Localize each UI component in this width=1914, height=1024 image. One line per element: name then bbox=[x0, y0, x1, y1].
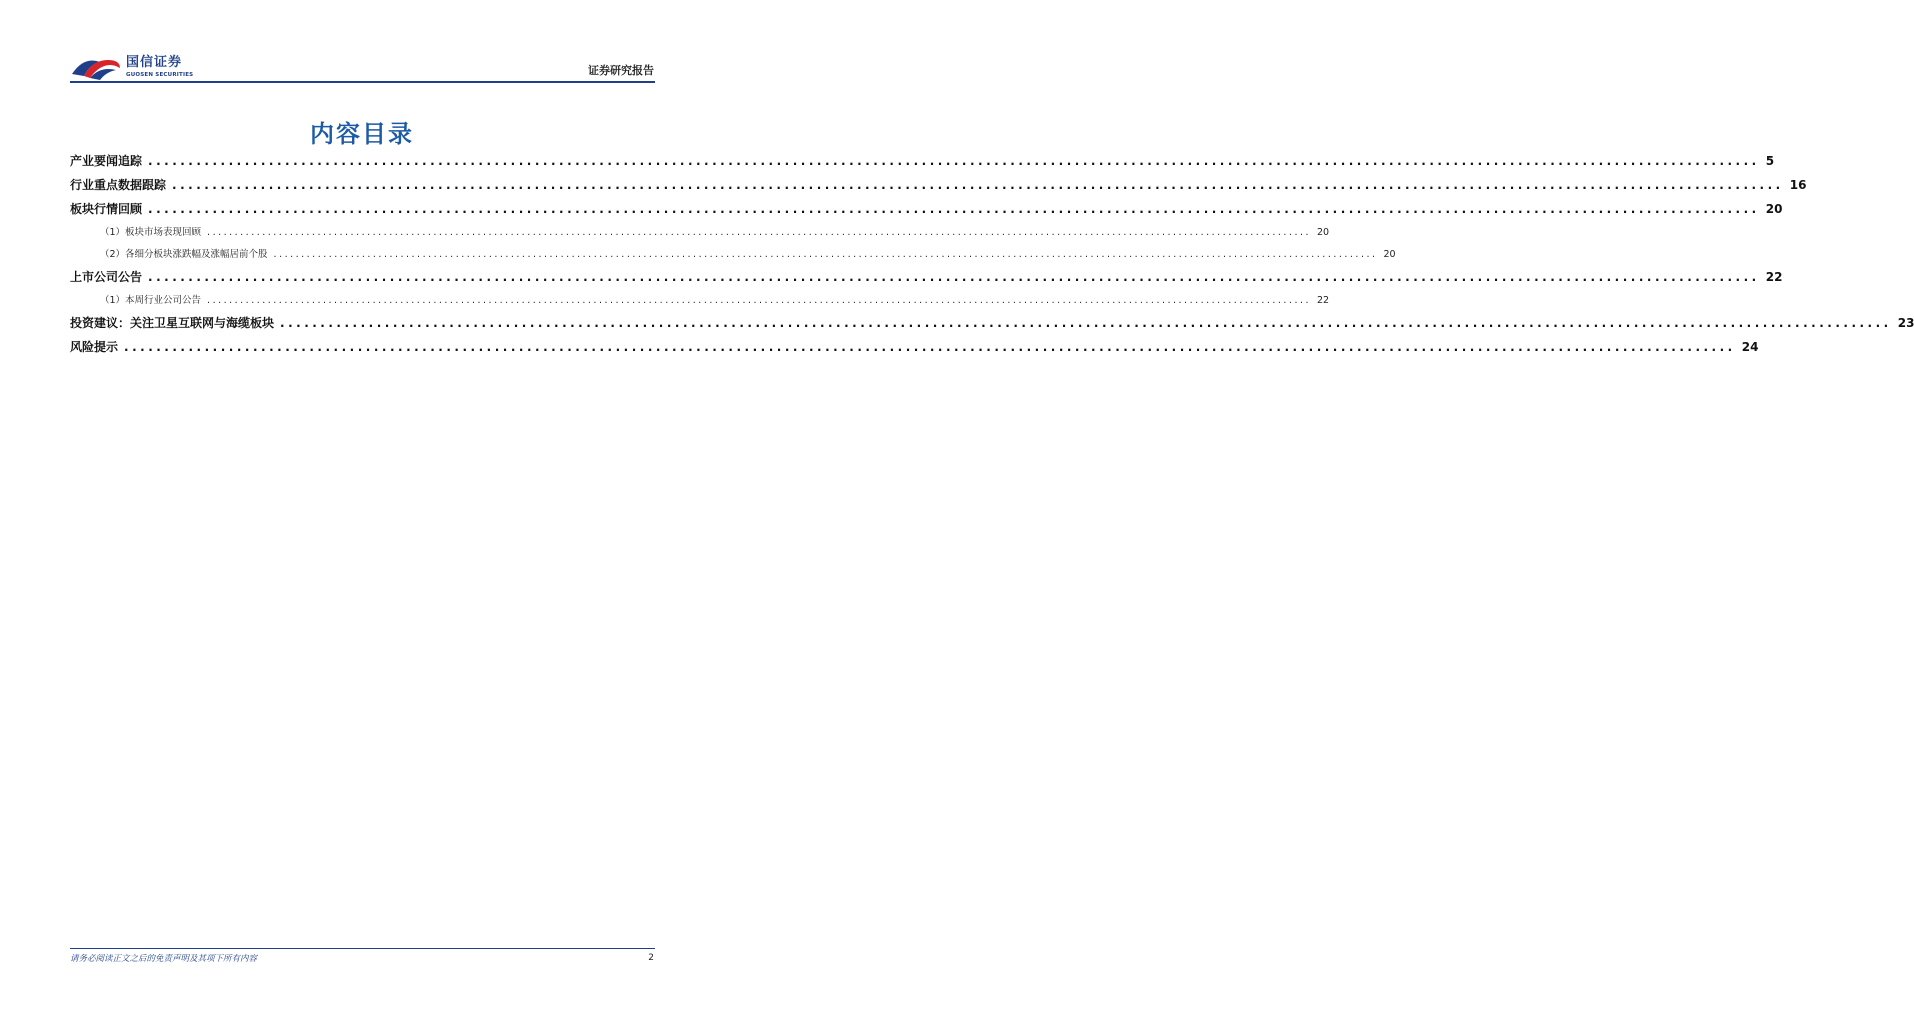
toc-entry-title: 行业重点数据跟踪 bbox=[70, 178, 167, 192]
report-type-label: 证券研究报告 bbox=[588, 64, 654, 77]
toc-entry-page: 24 bbox=[1741, 340, 1759, 354]
toc-entry[interactable] bbox=[70, 292, 1330, 314]
logo-english-name: GUOSEN SECURITIES bbox=[126, 72, 194, 78]
toc-entry-title: （1）本周行业公司公告 bbox=[100, 295, 202, 306]
footer-divider bbox=[70, 948, 655, 949]
toc-leader-dots: ........................................................................................................................................................................................................ bbox=[148, 154, 1760, 168]
disclaimer-note: 请务必阅读正文之后的免责声明及其项下所有内容 bbox=[70, 954, 258, 964]
toc-title: 内容目录 bbox=[310, 120, 414, 148]
toc-entry-title: 风险提示 bbox=[70, 340, 119, 354]
toc-entry[interactable] bbox=[70, 224, 1330, 246]
toc-entry-title: 投资建议：关注卫星互联网与海缆板块 bbox=[70, 316, 275, 330]
toc-leader-dots: ........................................................................................................................................................................................................ bbox=[280, 316, 1892, 330]
toc-entry-page: 23 bbox=[1897, 316, 1914, 330]
toc-entry-page: 22 bbox=[1317, 295, 1330, 306]
table-of-contents bbox=[70, 152, 1914, 362]
toc-entry[interactable] bbox=[70, 268, 1783, 292]
toc-entry[interactable] bbox=[70, 176, 1807, 200]
toc-leader-dots: ........................................................................................................................................................................................................ bbox=[172, 178, 1784, 192]
guosen-logo bbox=[70, 52, 193, 82]
toc-leader-dots: ........................................................................................................................................................................................................ bbox=[124, 340, 1736, 354]
guosen-logo-icon bbox=[70, 52, 122, 82]
toc-entry[interactable] bbox=[70, 246, 1396, 268]
toc-leader-dots: ........................................................................................................................................................................................................ bbox=[207, 295, 1312, 306]
toc-entry[interactable] bbox=[70, 338, 1759, 362]
toc-entry[interactable] bbox=[70, 200, 1783, 224]
toc-entry-title: （1）板块市场表现回顾 bbox=[100, 227, 202, 238]
toc-entry-title: 产业要闻追踪 bbox=[70, 154, 143, 168]
header-divider bbox=[70, 81, 655, 83]
toc-entry-title: 上市公司公告 bbox=[70, 270, 143, 284]
toc-entry-page: 20 bbox=[1317, 227, 1330, 238]
toc-leader-dots: ........................................................................................................................................................................................................ bbox=[148, 202, 1760, 216]
toc-entry-page: 20 bbox=[1765, 202, 1783, 216]
toc-leader-dots: ........................................................................................................................................................................................................ bbox=[273, 249, 1378, 260]
toc-entry-page: 16 bbox=[1789, 178, 1807, 192]
toc-entry-title: （2）各细分板块涨跌幅及涨幅居前个股 bbox=[100, 249, 268, 260]
logo-chinese-name: 国信证券 bbox=[126, 55, 183, 70]
toc-entry-page: 20 bbox=[1383, 249, 1396, 260]
page-number: 2 bbox=[648, 953, 654, 963]
toc-entry-title: 板块行情回顾 bbox=[70, 202, 143, 216]
page-header bbox=[0, 0, 724, 90]
toc-entry[interactable] bbox=[70, 152, 1775, 176]
toc-entry[interactable] bbox=[70, 314, 1914, 338]
toc-entry-page: 22 bbox=[1765, 270, 1783, 284]
toc-leader-dots: ........................................................................................................................................................................................................ bbox=[148, 270, 1760, 284]
toc-entry-page: 5 bbox=[1765, 154, 1775, 168]
toc-leader-dots: ........................................................................................................................................................................................................ bbox=[207, 227, 1312, 238]
